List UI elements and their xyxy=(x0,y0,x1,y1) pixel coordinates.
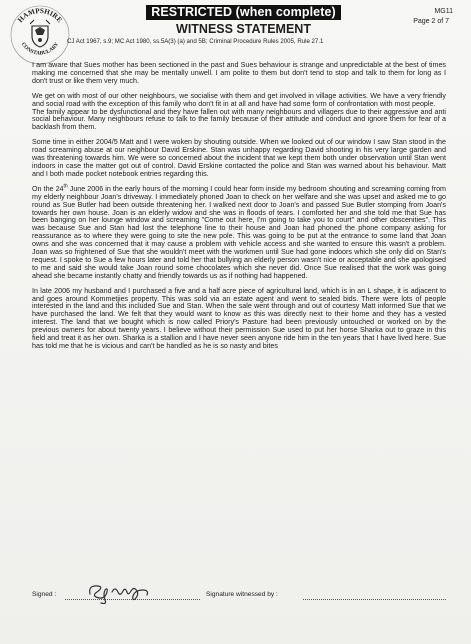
legal-citation: CJ Act 1967, s.9; MC Act 1980, ss.5A(3) (a) and 5B; Criminal Procedure Rules 2005, Rule 27.1 xyxy=(67,38,324,45)
restricted-banner: RESTRICTED (when complete) xyxy=(146,5,341,20)
paragraph: In late 2006 my husband and I purchased a five and a half acre piece of agricultural land, which is in an L shape, it is adjacent to and goes around Kommetjies property. This was sold via an estate agent and went to sealed bids. There were lots of people interested in the land and this included Sue and Stan. When the sale went through and out of courtesy Matt informed Sue that we have purchased the land. We felt that they would want to know as this was directly next to their home and they has a vested interest. The land that we bought which is now called Priory's Pasture had been previously untouched or worked on by the previous owners for about twenty years. I believe without their permission Sue used to put her horse Sharka out to graze in this field and treat it as her own. Sharka is a stallion and I have never seen anyone ride him in the ten years that I have lived here. Sue has told me that he is vicious and can't be handled as he is so nasty and bites xyxy=(32,286,446,350)
page-number: Page 2 of 7 xyxy=(413,18,449,25)
hampshire-constabulary-logo xyxy=(8,2,72,66)
paragraph-text: June 2006 in the early hours of the morning I could hear form inside my bedroom shouting and screaming coming from my elderly neighbour Joan's driveway. I immediately phoned Joan to check on her welfare and she was upset and asked me to go round as Sue Butler had been outside threatening her. I walked next door to Joan's and passed Sue Butler stomping from Joan's towards her own house. Joan is an elderly widow and she was in floods of tears. I comforted her and she told me that Sue has been banging on her lounge window and screaming "Come out here, I'm going to take you to court" and other obscenities". This was because Sue and Stan had lost the telephone line to their house and Joan had phoned the phone company asking for reassurance as to where they were going to site the new pole. This was going to be put at the entrance to some land that Joan owns and she was concerned that it may cause a problem with vehicle access and she wanted to ensure this wasn't a problem. Joan was so frightened of Sue that she wouldn't meet with the workmen until Sue had gone indoors which she only did on Stan's request. I spoke to Sue a few hours later and told her that bullying an elderly person wasn't nice or acceptable and she apologised to me and said she would take Joan round some chocolates which she never did. Once Sue realised that the work was going ahead she became instantly chatty and friendly towards us as if nothing had happened. xyxy=(32,184,446,280)
ordinal-suffix: th xyxy=(63,183,68,190)
paragraph xyxy=(32,183,446,281)
statement-body xyxy=(32,62,446,358)
paragraph: Some time in either 2004/5 Matt and I were woken by shouting outside. When we looked out of our window I saw Stan stood in the road screaming abuse at our neighbour David Erskine. Stan was unhappy regarding David shooting in his very large garden and was threatening towards him. We were so concerned about the incident that we kept them both under observation until Stan went indoors in case the matter got out of control. David Erskine contacted the police and Stan was warned about his behaviour. Matt and I both made pocket notebook entries regarding this. xyxy=(32,138,446,178)
signed-label: Signed : xyxy=(32,591,57,598)
paragraph-start: On the 24 xyxy=(32,184,64,193)
paragraph: I am aware that Sues mother has been sectioned in the past and Sues behaviour is strange and unpredictable at the best of times making me concerned that she may be mentally unwell. I am polite to them but don't tend to stop and talk to them for long as I don't trust or like them very much. xyxy=(32,61,446,85)
form-code: MG11 xyxy=(434,8,453,15)
svg-text:CONSTABULARY: CONSTABULARY xyxy=(19,41,61,57)
paragraph: We get on with most of our other neighbours, we socialise with them and get involved in village activities. We have a very friendly and social road with the exception of this family who don't fit in at all and have had some form of confrontation with most people. xyxy=(32,91,446,108)
svg-text:HAMPSHIRE: HAMPSHIRE xyxy=(16,6,64,25)
signature-row xyxy=(32,585,446,615)
handwritten-signature xyxy=(84,578,162,604)
document-title: WITNESS STATEMENT xyxy=(176,22,311,36)
witness-label: Signature witnessed by : xyxy=(206,591,278,598)
witness-signature-line xyxy=(303,599,446,600)
paragraph: The family appear to be dysfunctional and they have fallen out with many neighbours and villagers due to their aggressive and anti social behaviour. Many neighbours refuse to talk to the family because of their attitude and conduct and ignore them for fear of a backlash from them. xyxy=(32,107,446,132)
